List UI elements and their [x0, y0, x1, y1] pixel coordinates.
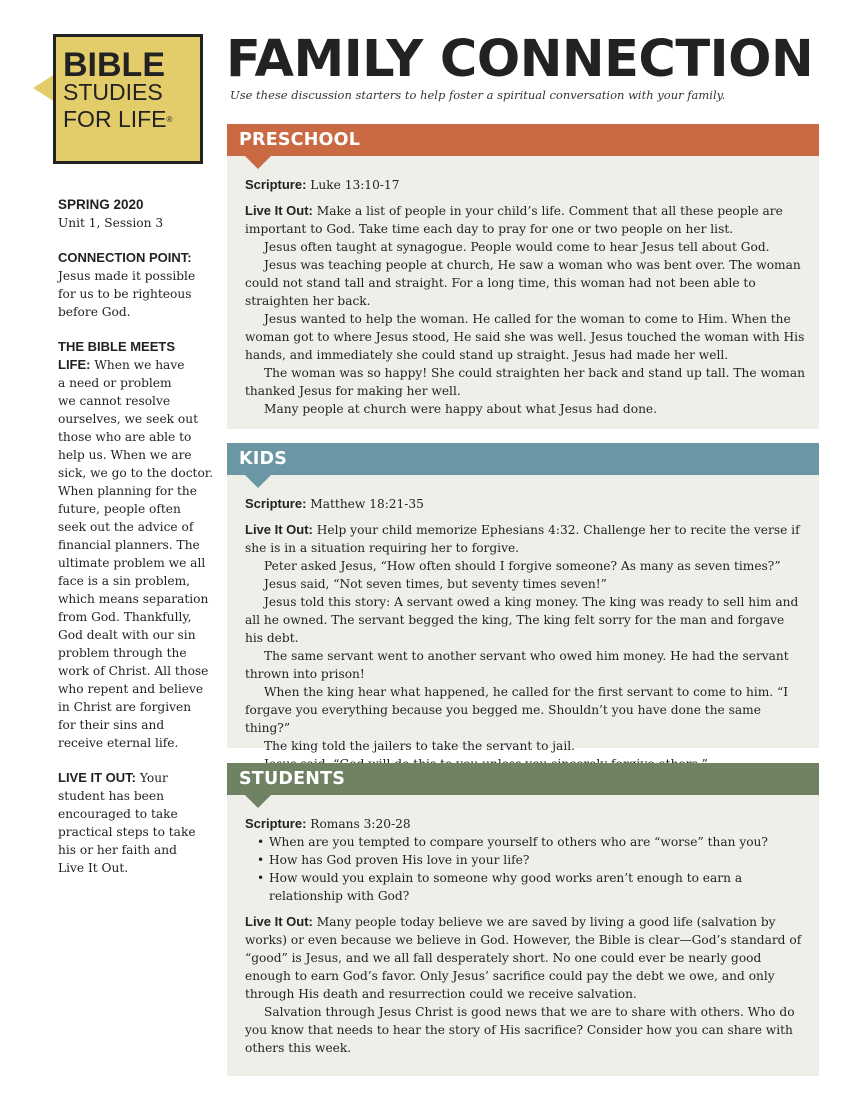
story-paragraph: Salvation through Jesus Christ is good news that we are to share with others. Who do you know that needs to hear the story of His sacrifice? Consider how you can share with others this week.: [245, 1005, 795, 1055]
logo-registered-mark: ®: [166, 115, 173, 124]
meets-line: face is a sin problem,: [58, 574, 191, 588]
scripture-ref: Luke 13:10-17: [306, 178, 400, 192]
preschool-content: [227, 156, 819, 424]
students-section: [227, 763, 819, 1076]
liveit-text: Your: [136, 771, 168, 785]
story-paragraph: Jesus often taught at synagogue. People would come to hear Jesus tell about God.: [264, 240, 770, 254]
preschool-heading: PRESCHOOL: [239, 130, 361, 150]
live-it-out-paragraph: [245, 913, 805, 1003]
bible-meets-heading-2: LIFE:: [58, 357, 91, 372]
session-label: Unit 1, Session 3: [58, 216, 164, 230]
liveit-line: his or her faith and: [58, 843, 177, 857]
scripture-line: [245, 815, 805, 833]
story-paragraph: Peter asked Jesus, “How often should I forgive someone? As many as seven times?”: [264, 559, 781, 573]
live-it-out-block: [58, 769, 218, 877]
liveit-line: [58, 769, 218, 787]
story-paragraph: The same servant went to another servant who owed him money. He had the servant thrown into prison!: [245, 649, 789, 681]
live-it-out-text: Help your child memorize Ephesians 4:32. Challenge her to recite the verse if she is in a situation requiring her to forgive.: [245, 523, 800, 555]
scripture-label: Scripture:: [245, 496, 307, 511]
story-paragraph: Jesus said, “Not seven times, but seventy times seven!”: [264, 577, 607, 591]
page-subtitle: Use these discussion starters to help foster a spiritual conversation with your family.: [230, 88, 726, 102]
live-it-out-paragraph: [245, 202, 805, 238]
students-band: [227, 763, 819, 795]
logo-line-2: STUDIES: [63, 79, 163, 105]
meets-line: ultimate problem we all: [58, 556, 206, 570]
meets-line: a need or problem: [58, 376, 172, 390]
live-it-out-label: Live It Out:: [245, 203, 313, 218]
band-notch: [245, 795, 271, 808]
season-block: [58, 196, 218, 232]
meets-line: When planning for the: [58, 484, 197, 498]
discussion-question: • How has God proven His love in your life?: [269, 851, 805, 869]
meets-line: in Christ are forgiven: [58, 700, 192, 714]
logo-speech-tab: [33, 74, 55, 102]
meets-line: financial planners. The: [58, 538, 200, 552]
meets-line: help us. When we are: [58, 448, 192, 462]
meets-line: which means separation: [58, 592, 209, 606]
meets-line: work of Christ. All those: [58, 664, 209, 678]
discussion-question: • When are you tempted to compare yourself to others who are “worse” than you?: [269, 833, 805, 851]
scripture-ref: Romans 3:20-28: [306, 817, 411, 831]
page-title: FAMILY CONNECTION: [226, 30, 814, 89]
connection-line: Jesus made it possible: [58, 269, 196, 283]
liveit-line: Live It Out.: [58, 861, 129, 875]
bible-meets-heading: THE BIBLE MEETS: [58, 339, 176, 354]
scripture-line: [245, 495, 805, 513]
logo-line-1: BIBLE: [63, 46, 165, 84]
connection-point-heading: CONNECTION POINT:: [58, 250, 192, 265]
story-paragraph: Jesus told this story: A servant owed a king money. The king was ready to sell him and all he owned. The servant begged the king, The king felt sorry for the man and forgave his debt.: [245, 595, 799, 645]
live-it-out-text: Make a list of people in your child’s life. Comment that all these people are important to God. Take time each day to pray for one or two people on her list.: [245, 204, 783, 236]
meets-line: receive eternal life.: [58, 736, 179, 750]
students-content: [227, 795, 819, 1063]
liveit-line: practical steps to take: [58, 825, 196, 839]
band-notch: [245, 475, 271, 488]
meets-line: sick, we go to the doctor.: [58, 466, 214, 480]
story-paragraph: The woman was so happy! She could straighten her back and stand up tall. The woman thanked Jesus for making her well.: [245, 366, 805, 398]
band-notch: [245, 156, 271, 169]
preschool-band: [227, 124, 819, 156]
connection-line: for us to be righteous: [58, 287, 192, 301]
liveit-line: encouraged to take: [58, 807, 178, 821]
story-paragraph: Jesus wanted to help the woman. He called for the woman to come to Him. When the woman got to where Jesus stood, He said she was well. Jesus touched the woman with His hands, and immediately she could stand up straight. Jesus had made her well.: [245, 312, 805, 362]
bible-studies-logo: [33, 32, 209, 168]
meets-line: from God. Thankfully,: [58, 610, 192, 624]
story-paragraph: When the king hear what happened, he called for the first servant to come to him. “I forgave you everything because you begged me. Shouldn’t you have done the same thing?”: [245, 685, 789, 735]
season-label: SPRING 2020: [58, 197, 144, 212]
meets-line: problem through the: [58, 646, 187, 660]
kids-band: [227, 443, 819, 475]
bible-meets-life-block: [58, 338, 218, 752]
live-it-out-heading: LIVE IT OUT:: [58, 770, 136, 785]
meets-line: [58, 356, 218, 374]
meets-line: ourselves, we seek out: [58, 412, 199, 426]
connection-point-block: [58, 249, 218, 321]
meets-line: those who are able to: [58, 430, 192, 444]
logo-line-3: [63, 106, 198, 133]
meets-text: When we have: [90, 358, 185, 372]
meets-line: who repent and believe: [58, 682, 204, 696]
live-it-out-paragraph: [245, 521, 805, 557]
meets-line: seek out the advice of: [58, 520, 194, 534]
live-it-out-label: Live It Out:: [245, 522, 313, 537]
meets-line: God dealt with our sin: [58, 628, 196, 642]
discussion-question: • How would you explain to someone why good works aren’t enough to earn a relationship with God?: [269, 869, 805, 905]
meets-line: we cannot resolve: [58, 394, 171, 408]
discussion-questions: [245, 833, 805, 905]
story-paragraph: The king told the jailers to take the servant to jail.: [264, 739, 575, 753]
meets-line: future, people often: [58, 502, 181, 516]
connection-line: before God.: [58, 305, 131, 319]
kids-section: [227, 443, 819, 753]
preschool-section: [227, 124, 819, 429]
meets-line: for their sins and: [58, 718, 165, 732]
scripture-label: Scripture:: [245, 177, 307, 192]
scripture-ref: Matthew 18:21-35: [306, 497, 424, 511]
students-heading: STUDENTS: [239, 769, 346, 789]
logo-line-3-text: FOR LIFE: [63, 106, 167, 132]
kids-heading: KIDS: [239, 449, 288, 469]
story-paragraph: Jesus was teaching people at church, He saw a woman who was bent over. The woman could not stand tall and straight. For a long time, this woman had not been able to straighten her back.: [245, 258, 801, 308]
kids-content: [227, 475, 819, 779]
live-it-out-label: Live It Out:: [245, 914, 313, 929]
sidebar: [58, 196, 218, 894]
liveit-line: student has been: [58, 789, 164, 803]
scripture-label: Scripture:: [245, 816, 307, 831]
logo-text: [63, 46, 198, 133]
scripture-line: [245, 176, 805, 194]
live-it-out-text: Many people today believe we are saved by living a good life (salvation by works) or even because we believe in God. However, the Bible is clear—God’s standard of “good” is Jesus, and we all fall desperately short. No one could ever be nearly good enough to earn God’s favor. Only Jesus’ sacrifice could pay the debt we owe, and only through His death and resurrection could we receive salvation.: [245, 915, 802, 1001]
story-paragraph: Many people at church were happy about what Jesus had done.: [264, 402, 658, 416]
